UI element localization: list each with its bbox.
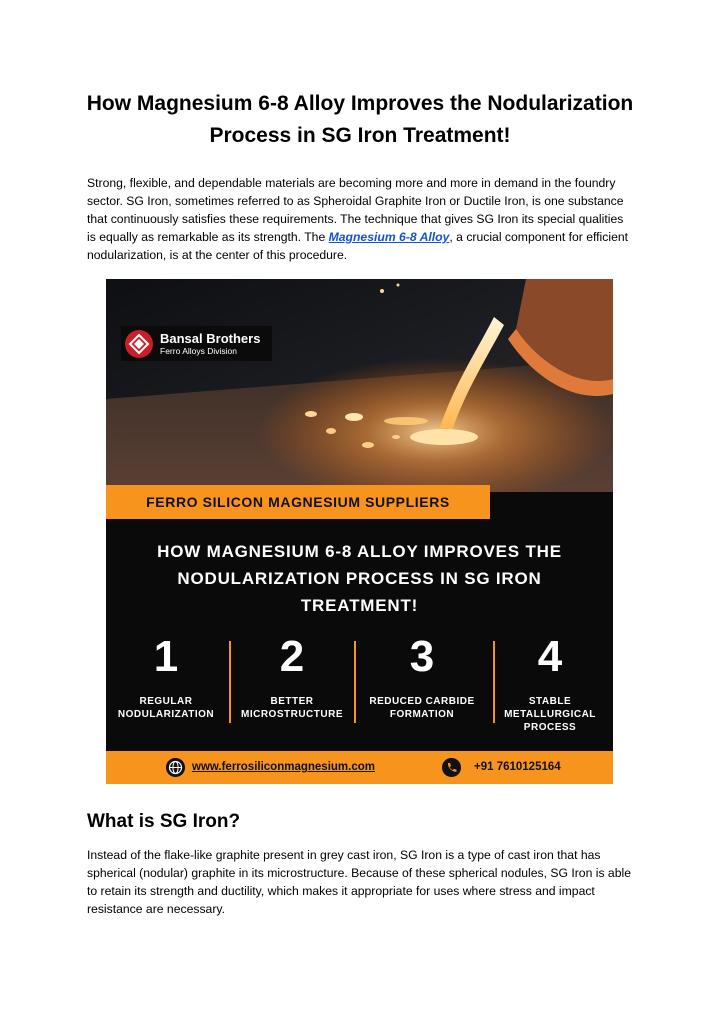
- phone-icon: [442, 758, 461, 777]
- step-2: [232, 633, 352, 721]
- intro-text-after: , a crucial component for efficient nodularization, is at the center of this procedure.: [87, 230, 629, 262]
- tagline-bar: FERRO SILICON MAGNESIUM SUPPLIERS: [106, 485, 490, 519]
- step-number: 3: [409, 632, 435, 681]
- step-number: 2: [279, 632, 305, 681]
- step-label: STABLE METALLURGICAL PROCESS: [504, 696, 596, 733]
- page-title: How Magnesium 6-8 Alloy Improves the Nodularization Process in SG Iron Treatment!: [86, 92, 634, 147]
- step-label: REGULAR NODULARIZATION: [117, 696, 215, 720]
- brand-division: Ferro Alloys Division: [160, 345, 237, 356]
- step-3: [362, 633, 482, 721]
- section-paragraph: Instead of the flake-like graphite present in grey cast iron, SG Iron is a type of cast iron that has spherical (nodular) graphite in its microstructure. Because of these spherical nodules, SG Iron is able to retain its strength and ductility, which makes it appropriate for uses where stress and impact resistance are necessary.: [87, 848, 631, 916]
- brand-name: Bansal Brothers: [160, 330, 261, 346]
- promo-banner-image: [106, 279, 613, 784]
- website-link[interactable]: www.ferrosiliconmagnesium.com: [192, 761, 375, 773]
- bansal-logo-icon: [124, 329, 154, 359]
- globe-icon: [166, 758, 185, 777]
- step-number: 4: [537, 632, 563, 681]
- banner-heading: HOW MAGNESIUM 6-8 ALLOY IMPROVES THE NODULARIZATION PROCESS IN SG IRON TREATMENT!: [157, 542, 562, 615]
- step-divider: [229, 641, 231, 723]
- step-number: 1: [153, 632, 179, 681]
- step-1: [106, 633, 226, 721]
- step-4: [490, 633, 610, 734]
- section-heading: What is SG Iron?: [87, 811, 241, 832]
- intro-text-before: Strong, flexible, and dependable materials are becoming more and more in demand in the foundry sector. SG Iron, sometimes referred to as Spheroidal Graphite Iron or Ductile Iron, is one substance that continuously satisfies these requirements. The technique that gives SG Iron its special qualities is equally as remarkable as its strength. The: [87, 176, 624, 244]
- step-label: REDUCED CARBIDE FORMATION: [369, 696, 475, 720]
- intro-paragraph: [87, 174, 635, 264]
- brand-logo: [121, 326, 272, 361]
- step-label: BETTER MICROSTRUCTURE: [241, 696, 343, 720]
- phone-number: +91 7610125164: [474, 761, 561, 773]
- step-divider: [354, 641, 356, 723]
- molten-metal-photo: [106, 279, 613, 492]
- magnesium-alloy-link[interactable]: Magnesium 6-8 Alloy: [328, 230, 450, 244]
